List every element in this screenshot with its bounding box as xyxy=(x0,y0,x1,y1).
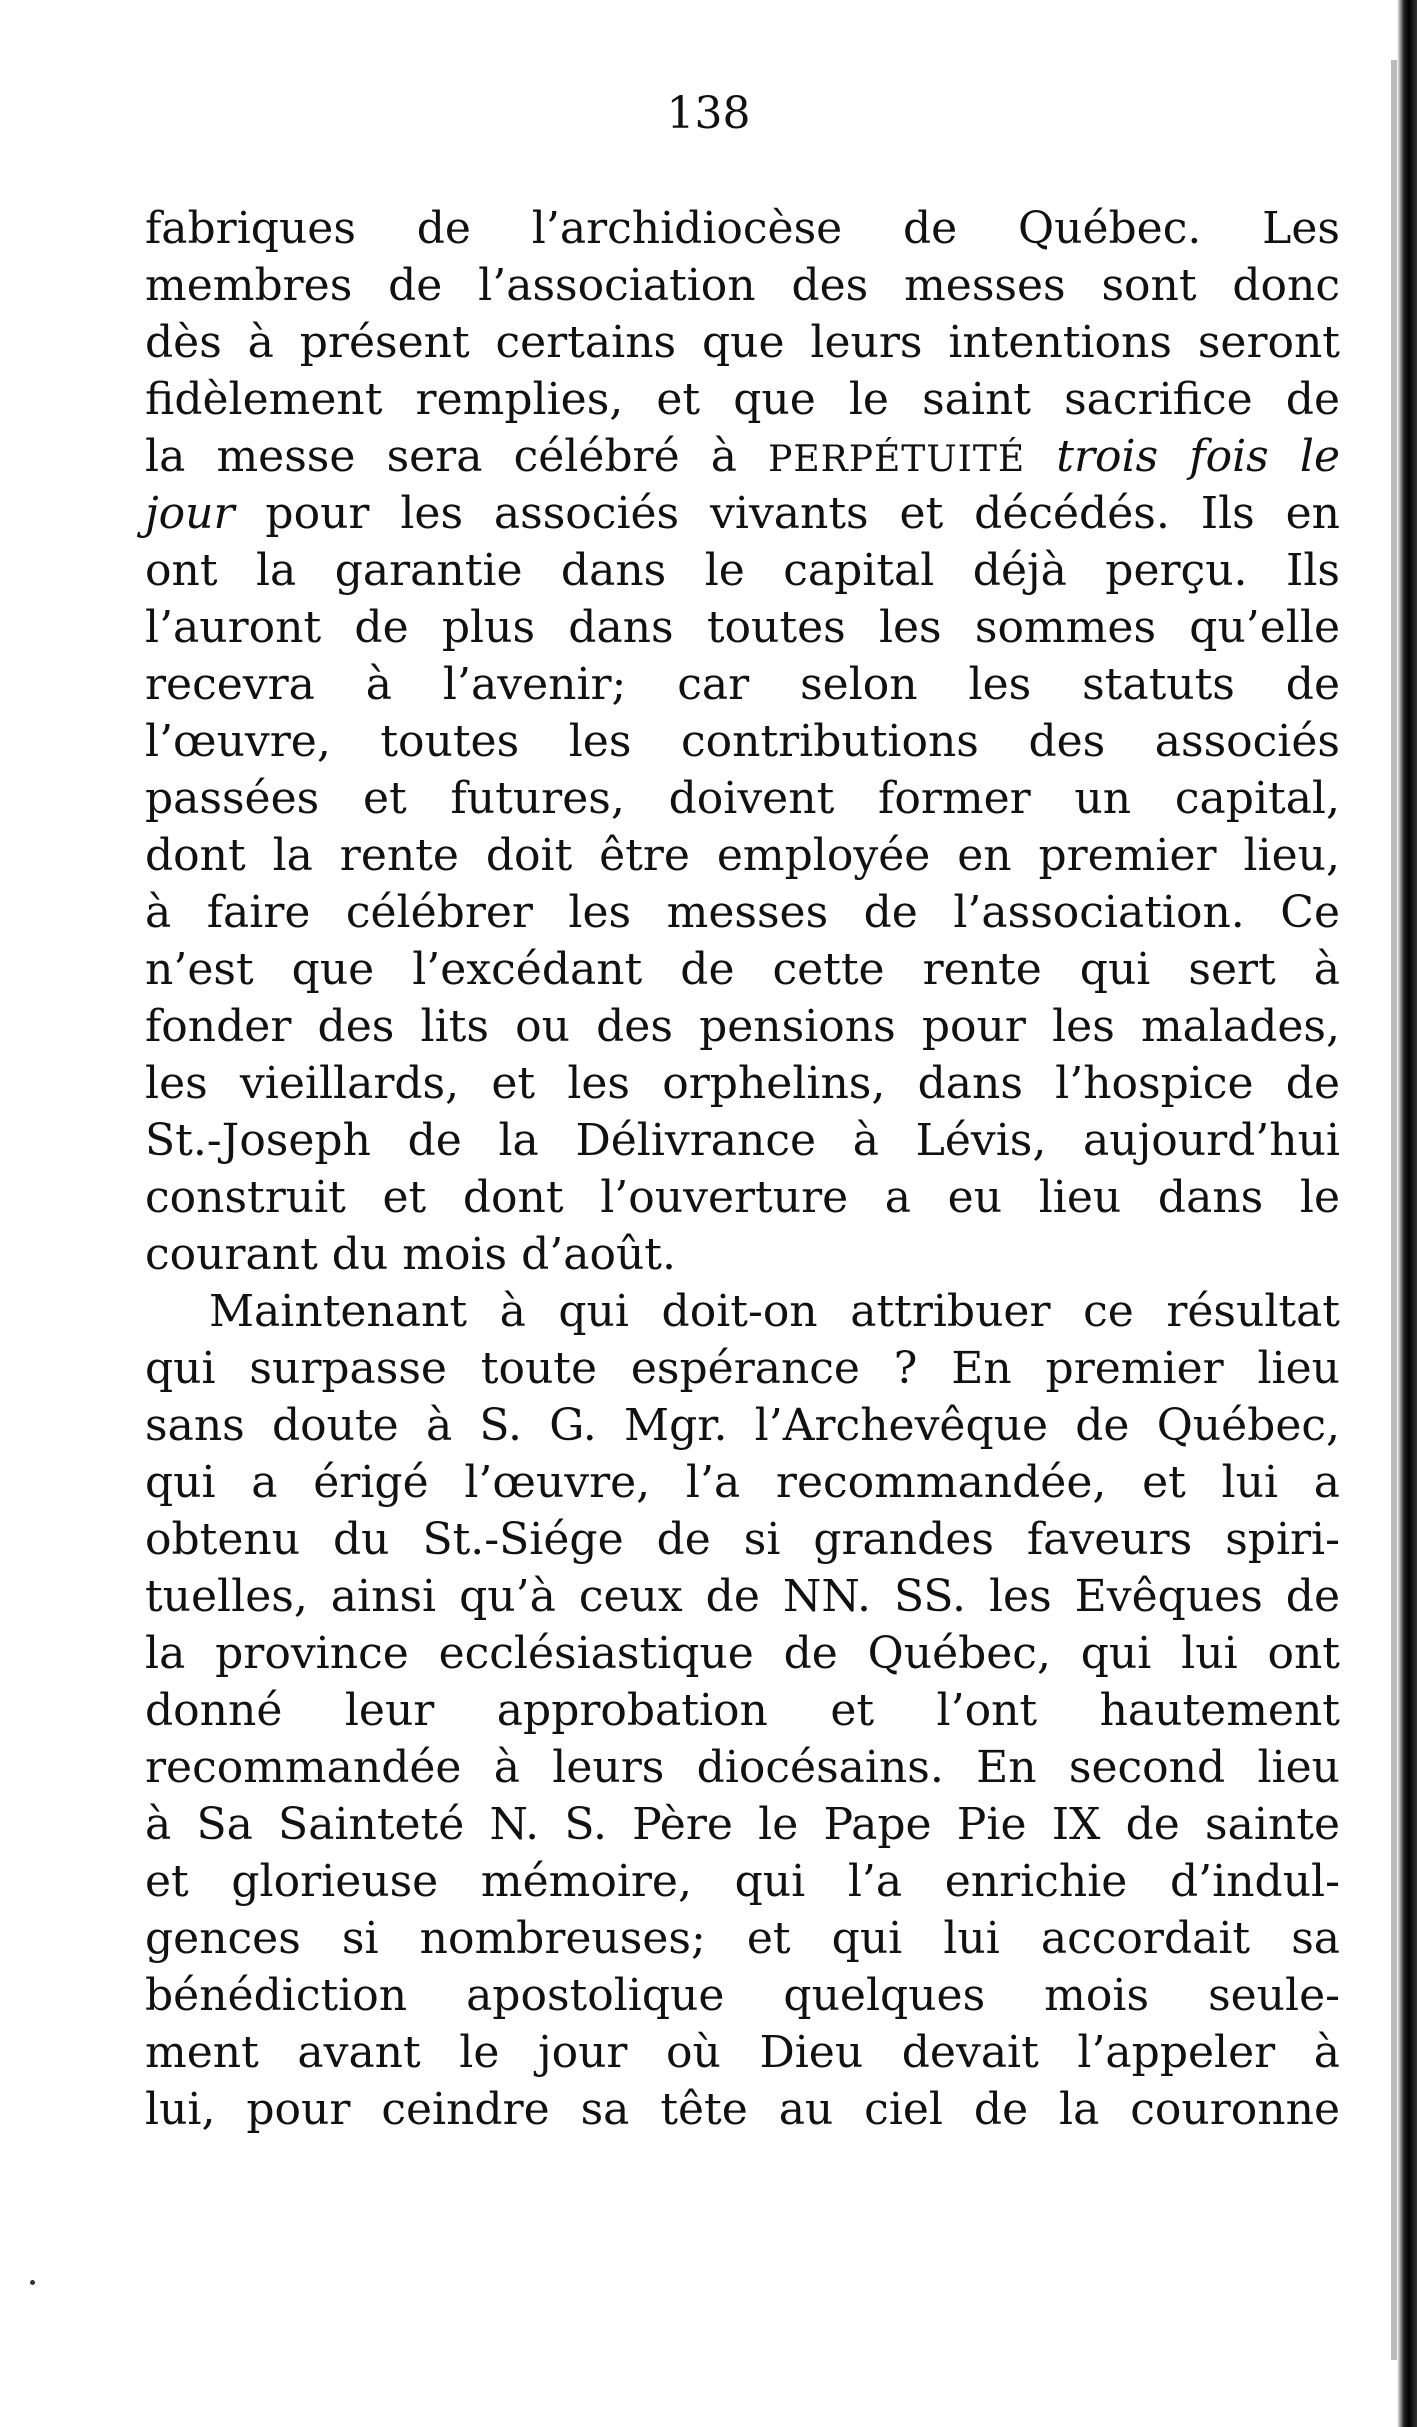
text-line: construit et dont l’ouverture a eu lieu dans le xyxy=(145,1172,1340,1223)
text-line: à Sa Sainteté N. S. Père le Pape Pie IX de sainte xyxy=(145,1799,1340,1850)
text-line: recevra à l’avenir; car selon les statuts de xyxy=(145,659,1340,710)
ink-speck xyxy=(30,2280,35,2285)
text-line: la province ecclésiastique de Québec, qui lui ont xyxy=(145,1628,1340,1679)
text-line: dont la rente doit être employée en premier lieu, xyxy=(145,830,1340,881)
text-line: qui surpasse toute espérance ? En premier lieu xyxy=(145,1343,1340,1394)
text-line: lui, pour ceindre sa tête au ciel de la couronne xyxy=(145,2084,1340,2135)
text-line: St.-Joseph de la Délivrance à Lévis, aujourd’hui xyxy=(145,1115,1340,1166)
emphasis-italic: jour xyxy=(145,488,235,539)
text-line: sans doute à S. G. Mgr. l’Archevêque de Québec, xyxy=(145,1400,1340,1451)
text-line: ment avant le jour où Dieu devait l’appeler à xyxy=(145,2027,1340,2078)
page-number: 138 xyxy=(666,88,751,139)
text-line: fonder des lits ou des pensions pour les malades, xyxy=(145,1001,1340,1052)
emphasis-smallcaps: PERPÉTUITÉ xyxy=(768,439,1026,480)
text-line: obtenu du St.-Siége de si grandes faveurs spiri- xyxy=(145,1514,1340,1565)
text-line: recommandée à leurs diocésains. En second lieu xyxy=(145,1742,1340,1793)
text-line: Maintenant à qui doit-on attribuer ce résultat xyxy=(209,1286,1340,1337)
text-line: les vieillards, et les orphelins, dans l’hospice de xyxy=(145,1058,1340,1109)
text-line xyxy=(145,428,1340,485)
text-line: qui a érigé l’œuvre, l’a recommandée, et lui a xyxy=(145,1457,1340,1508)
text-line: tuelles, ainsi qu’à ceux de NN. SS. les Evêques de xyxy=(145,1571,1340,1622)
text-line: à faire célébrer les messes de l’association. Ce xyxy=(145,887,1340,938)
text-line: gences si nombreuses; et qui lui accordait sa xyxy=(145,1913,1340,1964)
text-line xyxy=(145,485,1340,542)
text-line: passées et futures, doivent former un capital, xyxy=(145,773,1340,824)
text-line: dès à présent certains que leurs intentions seront xyxy=(145,317,1340,368)
text-line: donné leur approbation et l’ont hautement xyxy=(145,1685,1340,1736)
text-line: fabriques de l’archidiocèse de Québec. Les xyxy=(145,203,1340,254)
text-line: fidèlement remplies, et que le saint sacrifice de xyxy=(145,374,1340,425)
text-segment: la messe sera célébré à xyxy=(145,431,769,482)
emphasis-italic: trois fois le xyxy=(1025,431,1340,482)
text-line: courant du mois d’août. xyxy=(145,1229,676,1280)
scan-edge xyxy=(1397,0,1417,2427)
body-text xyxy=(145,200,1340,2138)
text-line: membres de l’association des messes sont donc xyxy=(145,260,1340,311)
text-line: n’est que l’excédant de cette rente qui sert à xyxy=(145,944,1340,995)
text-segment: pour les associés vivants et décédés. Ils en xyxy=(234,488,1340,539)
text-line: et glorieuse mémoire, qui l’a enrichie d’indul- xyxy=(145,1856,1340,1907)
text-line: l’auront de plus dans toutes les sommes qu’elle xyxy=(145,602,1340,653)
text-line: ont la garantie dans le capital déjà perçu. Ils xyxy=(145,545,1340,596)
text-line: l’œuvre, toutes les contributions des associés xyxy=(145,716,1340,767)
text-line: bénédiction apostolique quelques mois seule- xyxy=(145,1970,1340,2021)
